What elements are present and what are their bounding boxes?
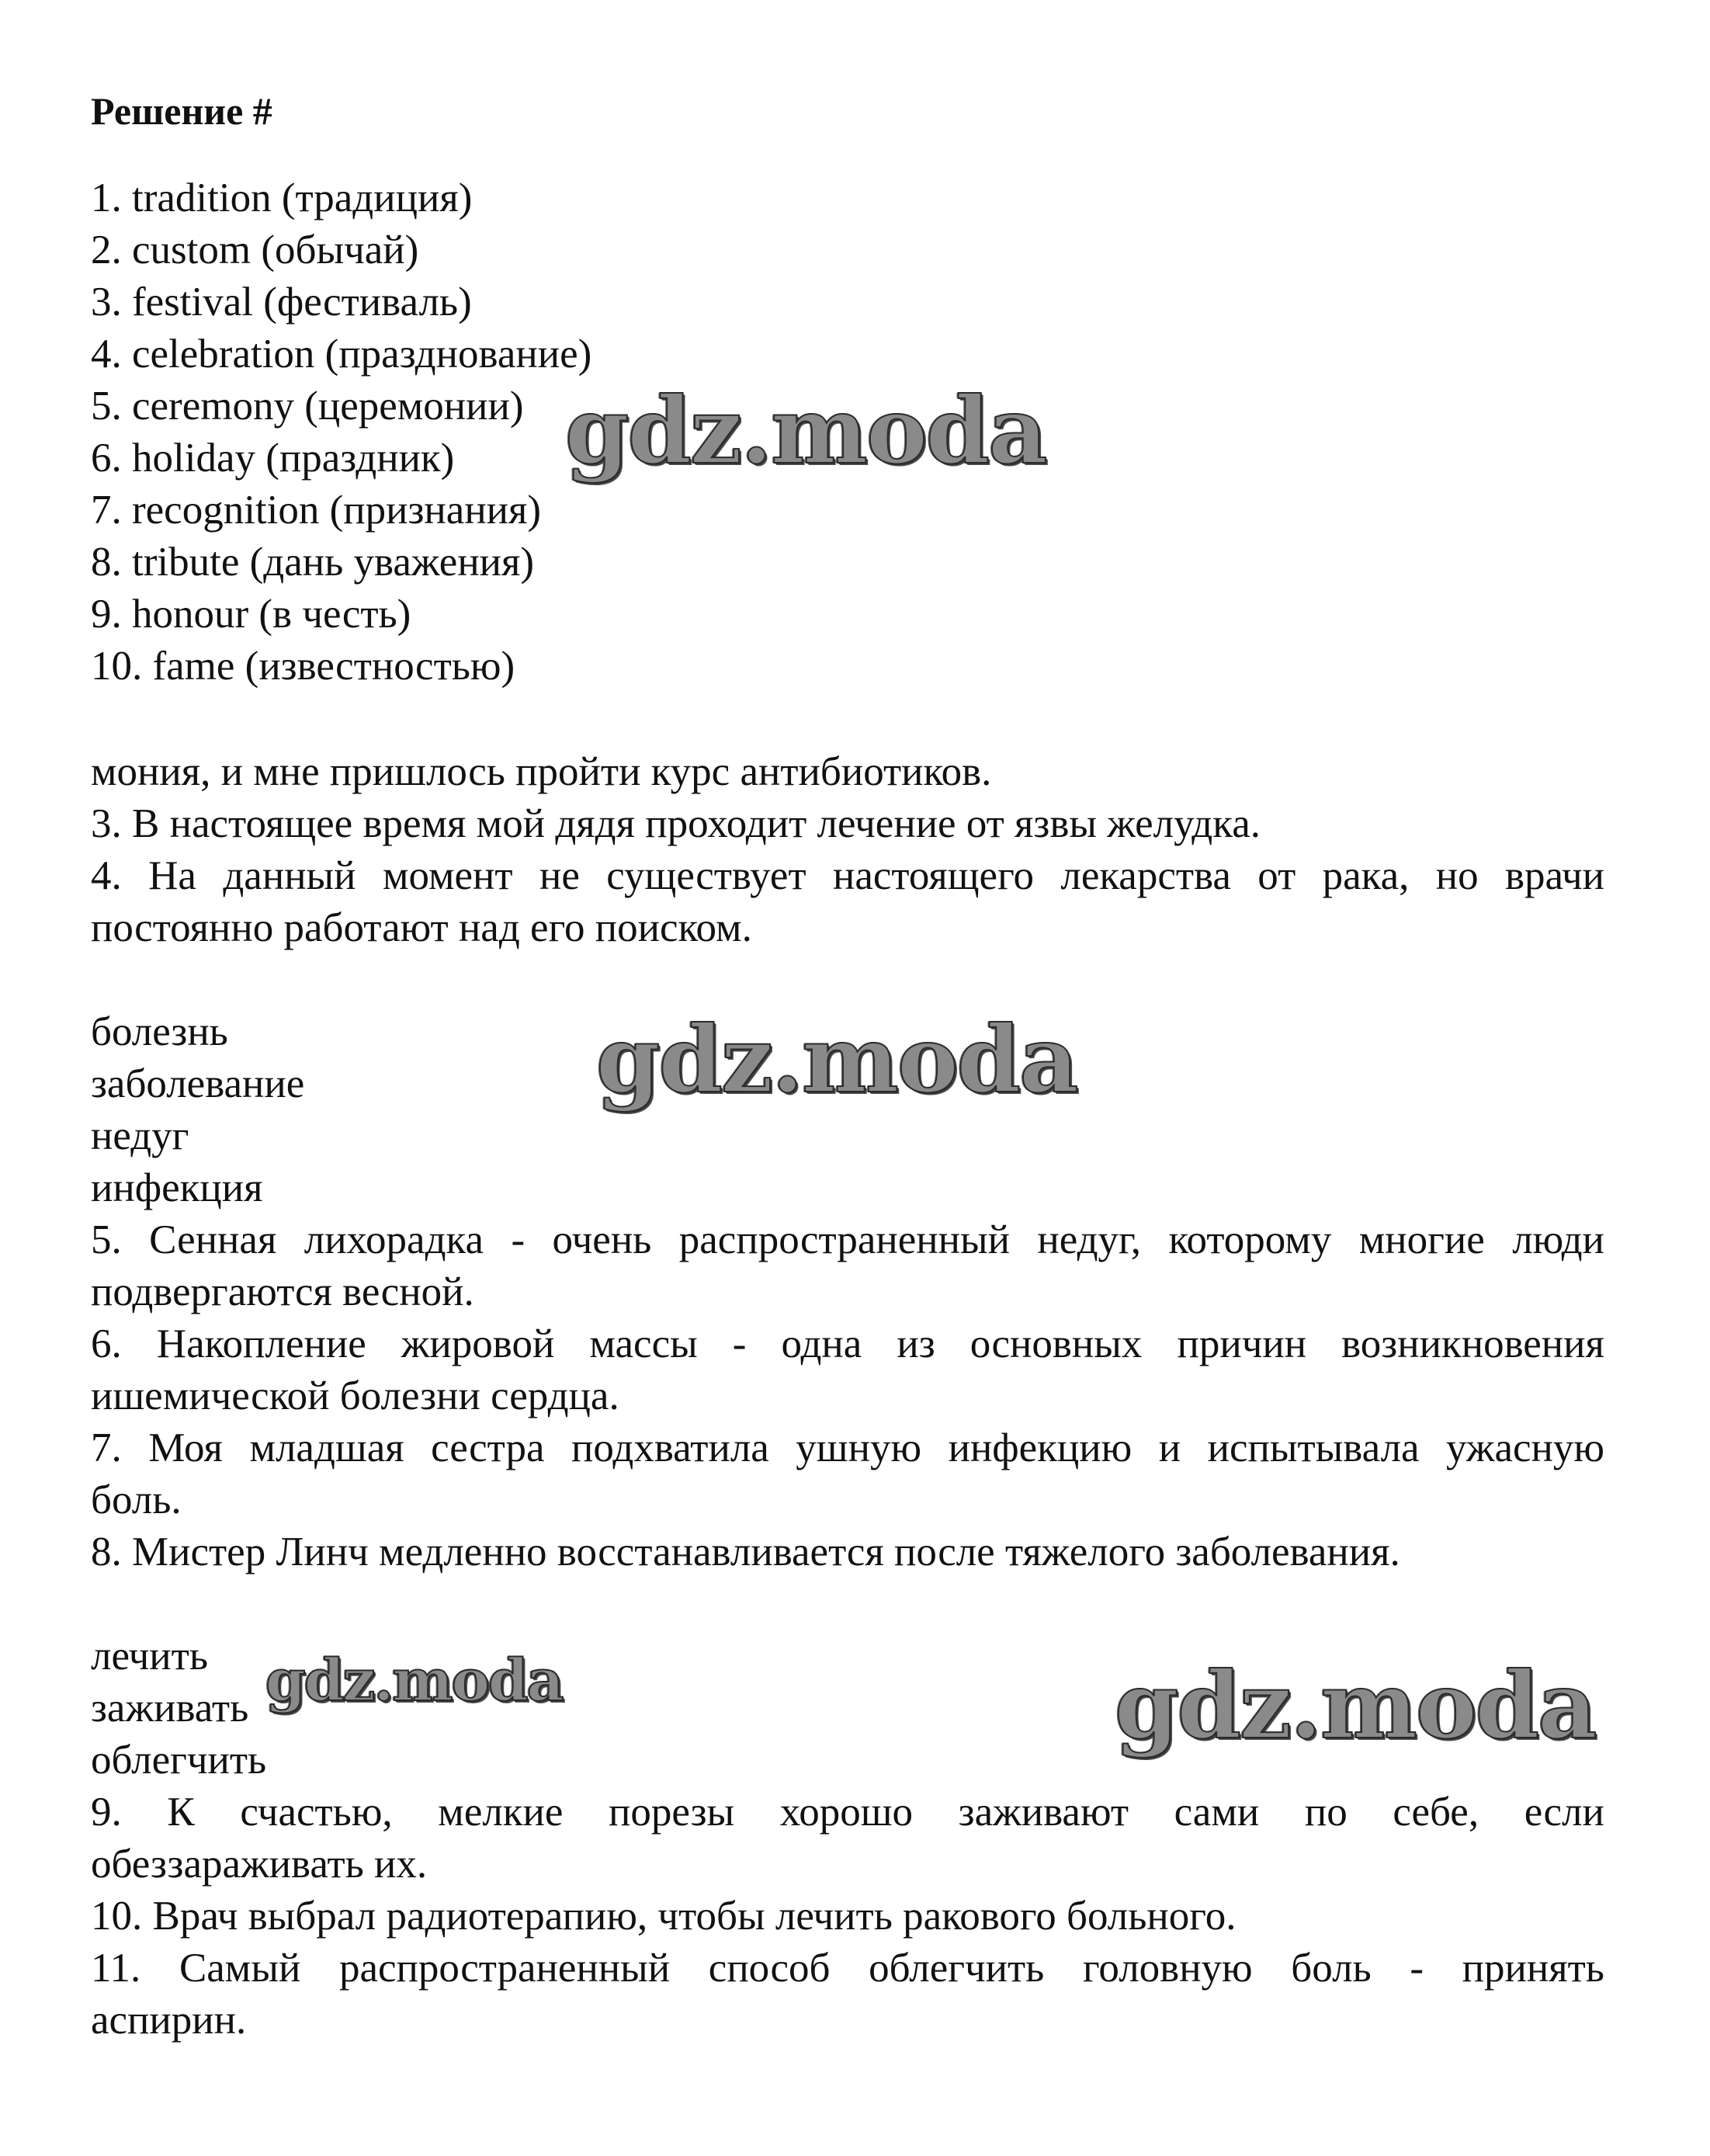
sentence-line: боль. [91, 1477, 182, 1522]
word: возникновения [1341, 1321, 1604, 1366]
sentence-line: аспирин. [91, 1998, 247, 2043]
word: многие [1358, 1217, 1485, 1262]
answer-line: 6. holiday (праздник) [91, 436, 455, 481]
word: жировой [401, 1321, 555, 1366]
word: Моя [148, 1425, 223, 1470]
justified-line [91, 1422, 1604, 1474]
word: способ [708, 1946, 831, 1991]
word: 7. [91, 1425, 122, 1470]
word: Самый [179, 1946, 301, 1991]
word: подхватила [571, 1425, 769, 1470]
sentence-line: 10. Врач выбрал радиотерапию, чтобы лечить ракового больного. [91, 1894, 1237, 1939]
word: испытывала [1207, 1425, 1420, 1470]
word: основных [969, 1321, 1143, 1366]
word: очень [552, 1217, 652, 1262]
word: боль [1291, 1946, 1372, 1991]
word: 9. [91, 1790, 122, 1835]
sentence-line: ишемической болезни сердца. [91, 1373, 619, 1418]
word: одна [781, 1321, 862, 1366]
word: сами [1174, 1790, 1260, 1835]
answer-line: 7. recognition (признания) [91, 488, 542, 533]
word: сестра [431, 1425, 545, 1470]
word: облегчить [869, 1946, 1045, 1991]
word: 5. [91, 1217, 122, 1262]
word: К [167, 1790, 195, 1835]
word: от [1257, 853, 1296, 898]
answer-line: 3. festival (фестиваль) [91, 279, 472, 325]
word: заживают [958, 1790, 1129, 1835]
word: лихорадка [303, 1217, 484, 1262]
word: недуг, [1037, 1217, 1142, 1262]
watermark-logo: gdz.moda [265, 1647, 563, 1714]
sentence-line: мония, и мне пришлось пройти курс антибиотиков. [91, 749, 992, 794]
word: мелкие [438, 1790, 564, 1835]
word: хорошо [779, 1790, 914, 1835]
word: массы [589, 1321, 698, 1366]
answer-line: 4. celebration (празднование) [91, 332, 592, 377]
word: врачи [1505, 853, 1604, 898]
watermark-logo: gdz.moda [565, 377, 1046, 484]
sentence-line: подвергаются весной. [91, 1269, 474, 1314]
word: которому [1168, 1217, 1332, 1262]
word: по [1304, 1790, 1348, 1835]
word: не [539, 853, 580, 898]
word: существует [606, 853, 806, 898]
word: причин [1177, 1321, 1307, 1366]
word: если [1524, 1790, 1604, 1835]
vocab-word: болезнь [91, 1009, 228, 1054]
word: Накопление [156, 1321, 366, 1366]
word: момент [382, 853, 513, 898]
word: 6. [91, 1321, 122, 1366]
word: - [732, 1321, 747, 1366]
word: младшая [249, 1425, 404, 1470]
answer-line: 8. tribute (дань уважения) [91, 540, 535, 585]
justified-line [91, 1786, 1604, 1838]
sentence-line: обеззараживать их. [91, 1842, 428, 1887]
vocab-word: инфекция [91, 1165, 263, 1210]
answer-line: 10. fame (известностью) [91, 644, 515, 689]
justified-line [91, 1318, 1604, 1370]
solution-heading: Решение # [91, 89, 272, 133]
vocab-word: недуг [91, 1113, 189, 1158]
word: данный [223, 853, 356, 898]
word: люди [1512, 1217, 1604, 1262]
sentence-line: 3. В настоящее время мой дядя проходит лечение от язвы желудка. [91, 801, 1261, 846]
vocab-word: заболевание [91, 1061, 305, 1106]
word: принять [1462, 1946, 1604, 1991]
word: лекарства [1060, 853, 1231, 898]
word: распространенный [338, 1946, 671, 1991]
word: - [1410, 1946, 1424, 1991]
word: настоящего [833, 853, 1034, 898]
word: порезы [609, 1790, 735, 1835]
answer-line: 2. custom (обычай) [91, 227, 419, 273]
vocab-word: заживать [91, 1686, 249, 1731]
justified-line [91, 1214, 1604, 1265]
watermark-logo: gdz.moda [1115, 1651, 1596, 1759]
word: Сенная [149, 1217, 277, 1262]
word: головную [1083, 1946, 1253, 1991]
word: рака, [1322, 853, 1410, 898]
answer-line: 9. honour (в честь) [91, 592, 411, 637]
justified-line [91, 1942, 1604, 1994]
word: На [148, 853, 196, 898]
word: и [1158, 1425, 1181, 1470]
word: ужасную [1446, 1425, 1604, 1470]
word: 11. [91, 1946, 141, 1991]
word: себе, [1393, 1790, 1479, 1835]
word: но [1435, 853, 1479, 898]
vocab-word: облегчить [91, 1738, 267, 1783]
word: счастью, [240, 1790, 393, 1835]
watermark-logo: gdz.moda [596, 1005, 1077, 1113]
sentence-line: постоянно работают над его поиском. [91, 905, 752, 950]
word: из [897, 1321, 935, 1366]
word: - [511, 1217, 525, 1262]
justified-line [91, 850, 1604, 901]
sentence-line: 8. Мистер Линч медленно восстанавливается после тяжелого заболевания. [91, 1529, 1400, 1574]
vocab-word: лечить [91, 1633, 209, 1679]
word: распространенный [678, 1217, 1010, 1262]
word: ушную [796, 1425, 922, 1470]
word: 4. [91, 853, 122, 898]
answer-line: 1. tradition (традиция) [91, 175, 473, 220]
word: инфекцию [948, 1425, 1132, 1470]
answer-line: 5. ceremony (церемонии) [91, 384, 524, 429]
